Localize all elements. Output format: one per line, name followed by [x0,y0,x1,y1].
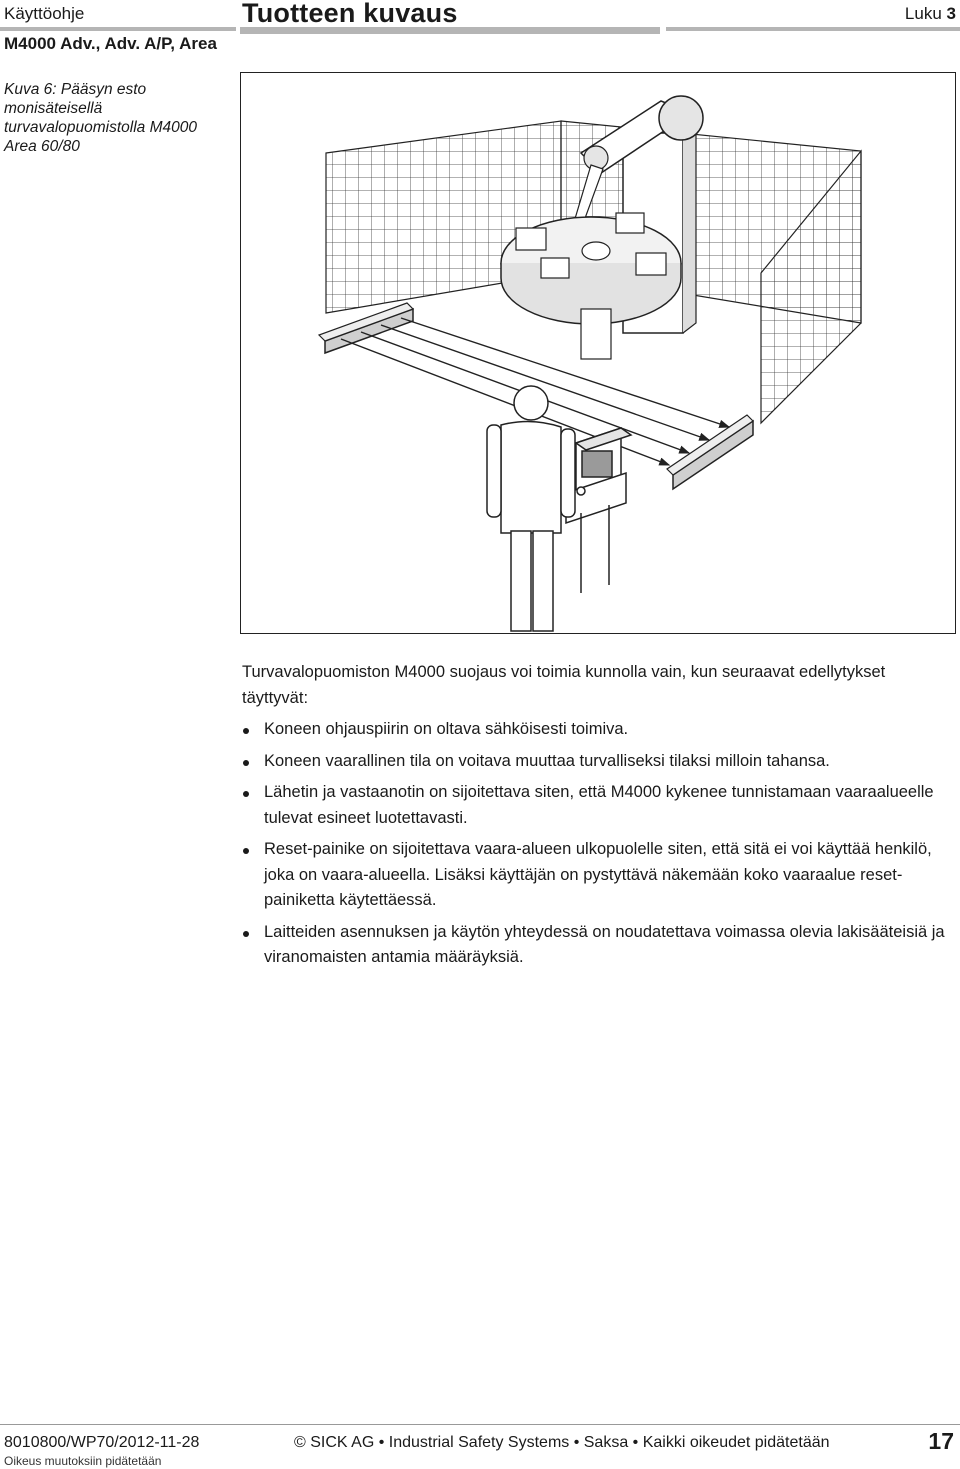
list-item: Laitteiden asennuksen ja käytön yhteydessä on noudatettava voimassa olevia lakisääteisiä ja viranomaisten antamia määräyksiä. [242,920,954,971]
copyright-line: © SICK AG • Industrial Safety Systems • Saksa • Kaikki oikeudet pidätetään [294,1434,830,1451]
header-rule-left [0,27,236,31]
intro-paragraph: Turvavalopuomiston M4000 suojaus voi toimia kunnolla vain, kun seuraavat edellytykset täyttyvät: [242,663,886,707]
list-item: Lähetin ja vastaanotin on sijoitettava siten, että M4000 kykenee tunnistamaan vaaraalueelle tulevat esineet luotettavasti. [242,780,954,831]
chapter-number: 3 [946,4,956,23]
robot-joint [659,96,703,140]
requirements-list [242,717,954,971]
chapter-label [905,4,956,24]
document-type: Käyttöohje [4,4,85,23]
list-item: Koneen ohjauspiirin on oltava sähköisesti toimiva. [242,717,954,743]
list-item: Koneen vaarallinen tila on voitava muuttaa turvalliseksi tilaksi milloin tahansa. [242,749,954,775]
list-item: Reset-painike on sijoitettava vaara-alueen ulkopuolelle siten, että sitä ei voi käyttää henkilö, joka on vaara-alueella. Lisäksi käyttäjän on pystyttävä näkemään koko vaaraalue reset-painiketta käytettäessä. [242,837,954,914]
page-number: 17 [928,1428,954,1454]
footer-divider [0,1424,960,1425]
document-id: 8010800/WP70/2012-11-28 [4,1434,200,1451]
header-rule-right [666,27,960,31]
access-protection-illustration [241,73,957,635]
figure-caption: Kuva 6: Pääsyn esto monisäteisellä turvavalopuomistolla M4000 Area 60/80 [4,81,197,155]
figure-illustration [240,72,956,634]
product-name: M4000 Adv., Adv. A/P, Area [4,34,217,53]
section-title: Tuotteen kuvaus [242,0,458,28]
main-content [242,660,954,977]
person-figure [487,386,575,631]
chapter-prefix: Luku [904,4,942,23]
footer-note: Oikeus muutoksiin pidätetään [4,1454,162,1468]
